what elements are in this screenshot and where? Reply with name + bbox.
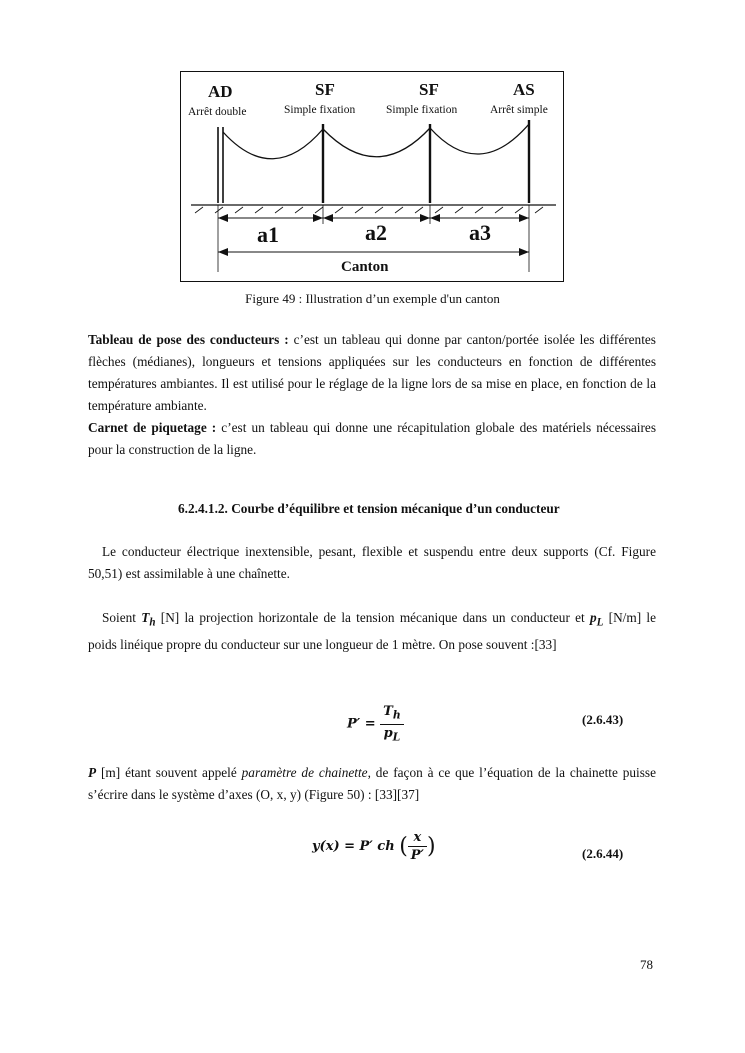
label-a2: a2	[365, 220, 387, 245]
symbol-T: T	[141, 610, 150, 625]
label-a1: a1	[257, 222, 279, 247]
term-carnet-de-piquetage: Carnet de piquetage :	[88, 420, 217, 435]
label-ad-sub: Arrêt double	[188, 106, 247, 118]
label-as: AS	[513, 80, 535, 99]
definitions-block	[88, 329, 656, 461]
equation-number-2: (2.6.44)	[582, 846, 624, 861]
label-sf2-sub: Simple fixation	[386, 104, 458, 116]
catenary-1	[223, 129, 323, 159]
equation-2-6-44: y(x) = P′ ch ( $\frac{x}{P'}$ )	[312, 830, 436, 863]
definition-carnet-de-piquetage: c’est un tableau qui donne une récapitulation globale des matériels nécessaires pour la construction de la ligne.	[88, 420, 656, 457]
paragraph-parametre: P [m] étant souvent appelé paramètre de chainette, de façon à ce que l’équation de la chainette puisse s’écrire dans le système d’axes (O, x, y) (Figure 50) : [33][37]	[88, 765, 656, 802]
equation-2-6-43	[347, 703, 404, 745]
figure-frame	[180, 71, 564, 282]
figure-caption: Figure 49 : Illustration d’un exemple d'un canton	[245, 291, 500, 306]
label-sf2: SF	[419, 80, 439, 99]
page-number: 78	[640, 957, 653, 972]
equation-number-1: (2.6.43)	[582, 712, 624, 727]
paragraph-soient: Soient $T_h$ [N] la projection horizontale de la tension mécanique dans un conducteur et $p_L$ [N/m] le poids linéique propre du conducteur sur une longueur de 1 mètre. On pose souvent :[33]	[88, 610, 656, 652]
paragraph-chainette: Le conducteur électrique inextensible, pesant, flexible et suspendu entre deux supports (Cf. Figure 50,51) est assimilable à une chaînette.	[88, 544, 656, 581]
catenary-2	[323, 128, 430, 157]
label-a3: a3	[469, 220, 491, 245]
eq1-fraction: $\frac{T_h}{p_L}$	[380, 703, 404, 745]
definition-tableau-de-pose: c’est un tableau qui donne par canton/portée isolée les différentes flèches (médianes), longueurs et tensions appliquées sur les conducteurs en fonction de différentes températures ambiantes. Il est utilisé pour le réglage de la ligne lors de sa mise en place, en fonction de la température ambiante.	[88, 332, 656, 413]
canton-diagram	[181, 72, 563, 281]
label-as-sub: Arrêt simple	[490, 104, 548, 116]
eq2-fraction: $\frac{x}{P'}$	[408, 829, 427, 864]
label-ad: AD	[208, 82, 233, 101]
term-parametre-de-chainette: paramètre de chainette	[241, 765, 368, 780]
section-heading: 6.2.4.1.2. Courbe d’équilibre et tension mécanique d’un conducteur	[178, 501, 560, 516]
ground-hatch	[195, 207, 543, 213]
symbol-p: p	[589, 610, 597, 625]
symbol-P: P	[88, 765, 97, 780]
label-canton: Canton	[341, 259, 389, 275]
catenary-3	[430, 124, 529, 154]
eq2-lhs: y(x) = P′ ch	[312, 839, 395, 854]
label-sf1-sub: Simple fixation	[284, 104, 356, 116]
term-tableau-de-pose: Tableau de pose des conducteurs :	[88, 332, 289, 347]
eq1-lhs: P′ =	[347, 716, 376, 732]
label-sf1: SF	[315, 80, 335, 99]
